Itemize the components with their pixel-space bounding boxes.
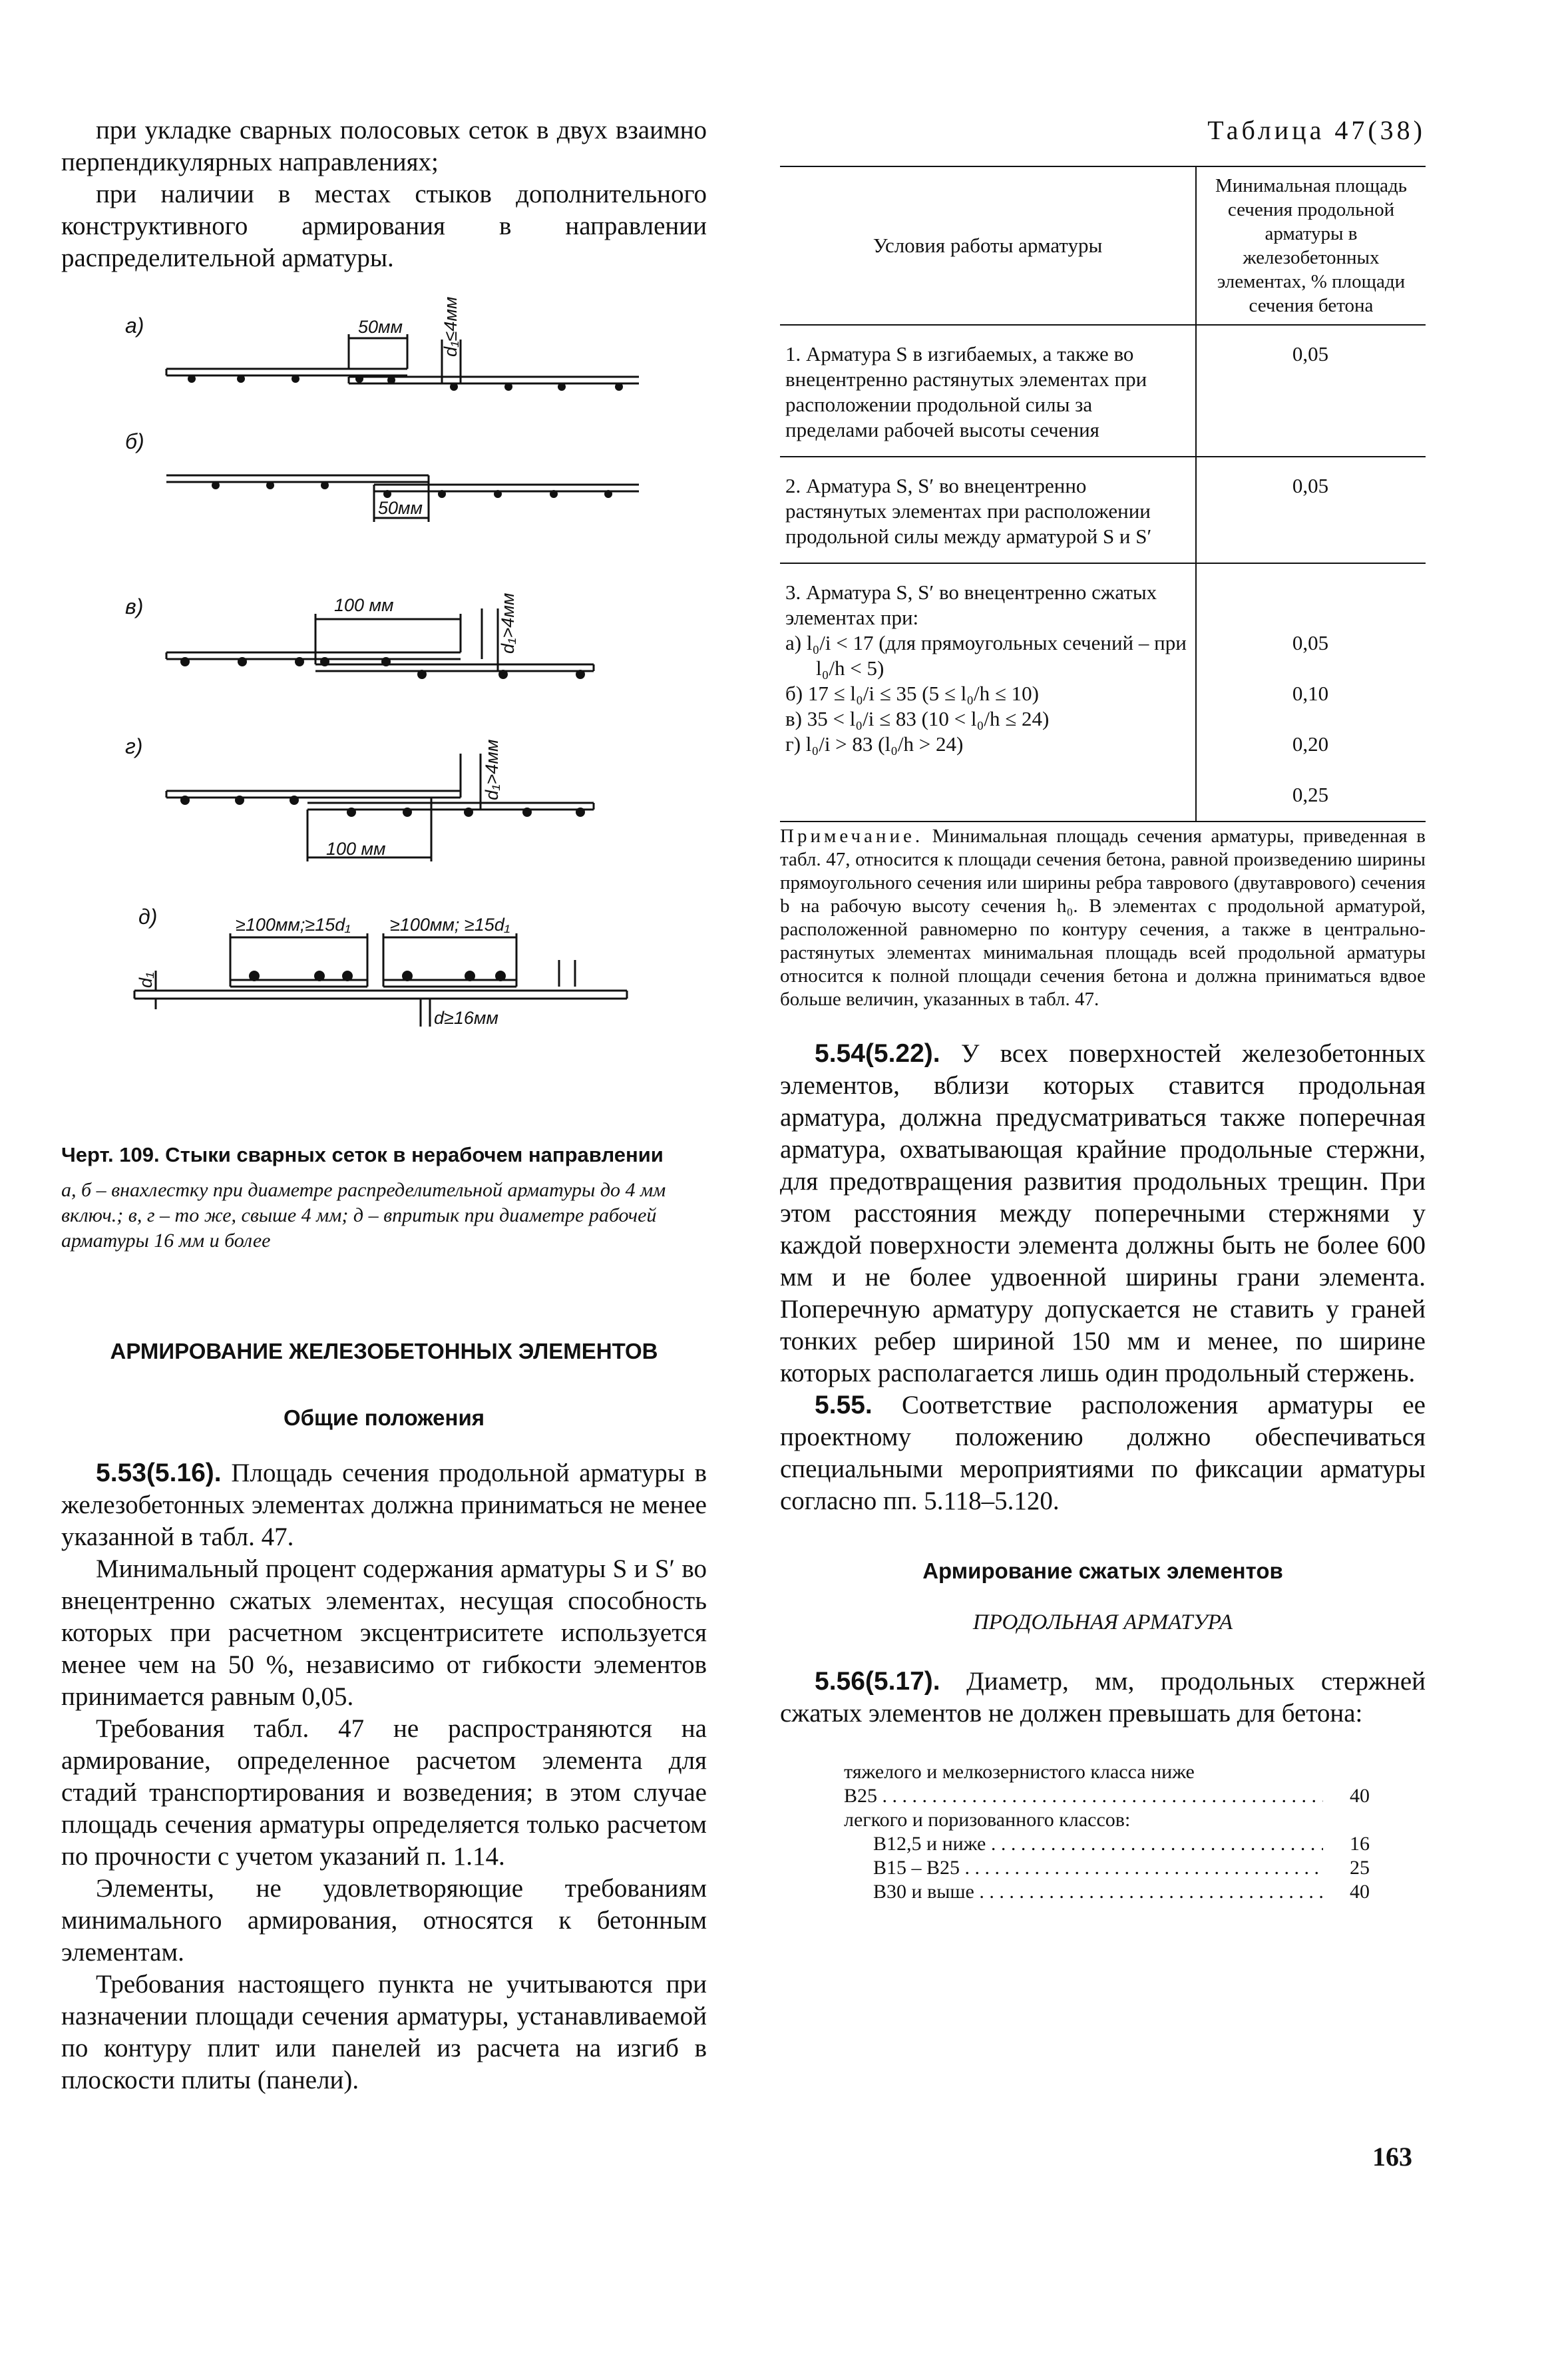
dim-g-gap: 100 мм (326, 839, 386, 859)
page-number: 163 (1372, 2142, 1412, 2172)
figure-label-d: д) (138, 905, 158, 929)
table-row (780, 325, 1426, 457)
value-3g: 0,25 (1292, 783, 1329, 806)
clause-5-56-text: Диаметр, мм, продольных стержней сжатых элементов не должен превышать для бетона: (780, 1667, 1426, 1728)
diameter-row-value: 40 (1350, 1881, 1370, 1903)
italic-title-longitudinal: ПРОДОЛЬНАЯ АРМАТУРА (972, 1610, 1233, 1634)
diameter-light-label: легкого и поризованного классов: (844, 1809, 1131, 1831)
dim-d-top-left: ≥100мм;≥15d₁ (236, 915, 351, 935)
clause-5-55-number: 5.55. (815, 1391, 873, 1419)
condition-3a: а) l₀/i < 17 (для прямоугольных сечений – при l₀/h < 5) (785, 631, 1187, 680)
table-row (780, 563, 1426, 821)
table-cell-value-1: 0,05 (1196, 325, 1426, 457)
table-header-min-area: Минимальная площадь сечения продольной арматуры в железобетонных элементах, % площади сечения бетона (1196, 166, 1426, 325)
condition-3-heading: 3. Арматура S, S′ во внецентренно сжатых элементах при: (785, 581, 1157, 629)
clause-5-53-text: Площадь сечения продольной арматуры в железобетонных элементах должна приниматься не менее указанной в табл. 47. (61, 1459, 707, 1551)
dim-d-bottom: d≥16мм (434, 1008, 498, 1028)
note-text: Минимальная площадь сечения арматуры, приведенная в табл. 47, относится к площади сечения бетона, равной произведению ширины прямоугольного сечения или ширины ребра таврового (двутаврового) сечения b на рабочую высоту сечения h₀. В элементах с продольной арматурой, расположенной равномерно по контуру сечения, а также в центрально-растянутых элементах минимальная площадь всей продольной арматуры относится к полной площади сечения бетона и должна приниматься вдвое больше величин, указанных в табл. 47. (780, 826, 1426, 1010)
diameter-row-label: В15 – В25 . . . (844, 1856, 1323, 1880)
left-column (61, 115, 707, 2096)
figure-caption-body: а, б – внахлестку при диаметре распределительной арматуры до 4 мм включ.; в, г – то же, свыше 4 мм; д – впритык при диаметре рабочей арматуры 16 мм и более (61, 1179, 666, 1252)
condition-3g: г) l₀/i > 83 (l₀/h > 24) (785, 732, 964, 756)
figure-label-v: в) (125, 594, 144, 618)
joint-d-diagram (134, 933, 627, 1027)
joint-a-diagram (166, 334, 639, 383)
figure-caption-title: Черт. 109. Стыки сварных сеток в нерабочем направлении (61, 1143, 664, 1166)
table-title: Таблица 47(38) (1207, 115, 1426, 145)
diameter-row-value: 16 (1350, 1833, 1370, 1855)
table-cell-condition-2: 2. Арматура S, S′ во внецентренно растянутых элементах при расположении продольной силы между арматурой S и S′ (780, 457, 1196, 563)
clause-5-53-number: 5.53(5.16). (96, 1459, 222, 1487)
table-cell-condition-3 (780, 563, 1196, 821)
clause-5-54-text: У всех поверхностей железобетонных элементов, вблизи которых ставится продольная арматура, должна предусматриваться также поперечная арматура, охватывающая крайние продольные стержни, для предотвращения развития продольных трещин. При этом расстояния между поперечными стержнями у каждой поверхности элемента должны быть не более 600 мм и не более удвоенной ширины грани элемента. Поперечную арматуру допускается не ставить у граней тонких ребер шириной 150 мм и менее, по ширине которых располагается лишь один продольный стержень. (780, 1039, 1426, 1387)
table-note (780, 825, 1426, 1011)
value-3a: 0,05 (1292, 631, 1329, 654)
table-header-row (780, 166, 1426, 325)
subsection-title-general: Общие положения (283, 1405, 485, 1430)
dim-g-diameter: d₁>4мм (482, 739, 502, 800)
list-item (844, 1880, 1370, 1904)
right-column (780, 115, 1426, 1904)
clause-5-54-number: 5.54(5.22). (815, 1039, 940, 1068)
list-item (844, 1784, 1370, 1808)
intro-paragraph-2: при наличии в местах стыков дополнительного конструктивного армирования в направлении распределительной арматуры. (61, 180, 707, 272)
joint-v-diagram (166, 608, 594, 671)
clause-5-53 (61, 1457, 707, 1553)
note-label: Примечание. (780, 826, 924, 847)
table-cell-value-2: 0,05 (1196, 457, 1426, 563)
section-title: АРМИРОВАНИЕ ЖЕЛЕЗОБЕТОННЫХ ЭЛЕМЕНТОВ (110, 1339, 658, 1363)
table-47 (780, 166, 1426, 821)
paragraph-not-considered: Требования настоящего пункта не учитываются при назначении площади сечения арматуры, устанавливаемой по контуру плит или панелей из расчета на изгиб в плоскости плиты (панели). (61, 1970, 707, 2094)
diameter-row-label: В30 и выше . . . (844, 1880, 1323, 1904)
dim-d-d1: d₁ (136, 972, 156, 988)
clause-5-56-number: 5.56(5.17). (815, 1667, 940, 1696)
diameter-row-label: В25 . . . (844, 1784, 1323, 1808)
table-header-conditions: Условия работы арматуры (780, 166, 1196, 325)
diameter-row-value: 40 (1350, 1785, 1370, 1807)
condition-3v: в) 35 < l₀/i ≤ 83 (10 < l₀/h ≤ 24) (785, 707, 1050, 730)
condition-3b: б) 17 ≤ l₀/i ≤ 35 (5 ≤ l₀/h ≤ 10) (785, 682, 1039, 705)
dim-v-gap: 100 мм (334, 595, 394, 615)
intro-paragraph-1: при укладке сварных полосовых сеток в двух взаимно перпендикулярных направлениях; (61, 116, 707, 176)
figure-label-b: б) (125, 429, 144, 453)
diameter-row-label: В12,5 и ниже . . . (844, 1832, 1323, 1856)
clause-5-55 (780, 1389, 1426, 1517)
figure-label-g: г) (125, 734, 143, 758)
dim-b-gap: 50мм (378, 498, 423, 518)
dim-a-diameter: d₁≤4мм (441, 296, 461, 357)
diameter-row-value: 25 (1350, 1857, 1370, 1879)
list-item (844, 1832, 1370, 1856)
paragraph-min-percent: Минимальный процент содержания арматуры S и S′ во внецентренно сжатых элементах, несущая способность которых при расчетном эксцентриситете используется менее чем на 50 %, независимо от гибкости элементов принимается равным 0,05. (61, 1554, 707, 1711)
clause-5-55-text: Соответствие расположения арматуры ее проектному положению должно обеспечиваться специальными мероприятиями по фиксации арматуры согласно пп. 5.118–5.120. (780, 1391, 1426, 1515)
list-item (844, 1856, 1370, 1880)
rebar-dots (180, 375, 623, 981)
clause-5-56 (780, 1666, 1426, 1730)
table-cell-condition-1: 1. Арматура S в изгибаемых, а также во внецентренно растянутых элементах при расположении продольной силы за пределами рабочей высоты сечения (780, 325, 1196, 457)
paragraph-elements: Элементы, не удовлетворяющие требованиям минимального армирования, относятся к бетонным элементам. (61, 1874, 707, 1967)
value-3b: 0,10 (1292, 682, 1329, 705)
clause-5-54 (780, 1038, 1426, 1389)
dim-v-diameter: d₁>4мм (498, 593, 518, 654)
diameter-list (844, 1760, 1370, 1904)
dim-a-gap: 50мм (358, 317, 403, 337)
figure-109-weld-joints (61, 294, 707, 1133)
paragraph-requirements: Требования табл. 47 не распространяются на армирование, определенное расчетом элемента для стадий транспортирования и возведения; в этом случае площадь сечения арматуры определяется только расчетом по прочности с учетом указаний п. 1.14. (61, 1714, 707, 1871)
diameter-heavy-label: тяжелого и мелкозернистого класса ниже (844, 1761, 1195, 1783)
subsection-title-compressed: Армирование сжатых элементов (922, 1558, 1283, 1583)
table-cell-values-3 (1196, 563, 1426, 821)
figure-label-a: а) (125, 314, 144, 338)
table-row (780, 457, 1426, 563)
dim-d-top-right: ≥100мм; ≥15d₁ (390, 915, 510, 935)
value-3v: 0,20 (1292, 732, 1329, 756)
